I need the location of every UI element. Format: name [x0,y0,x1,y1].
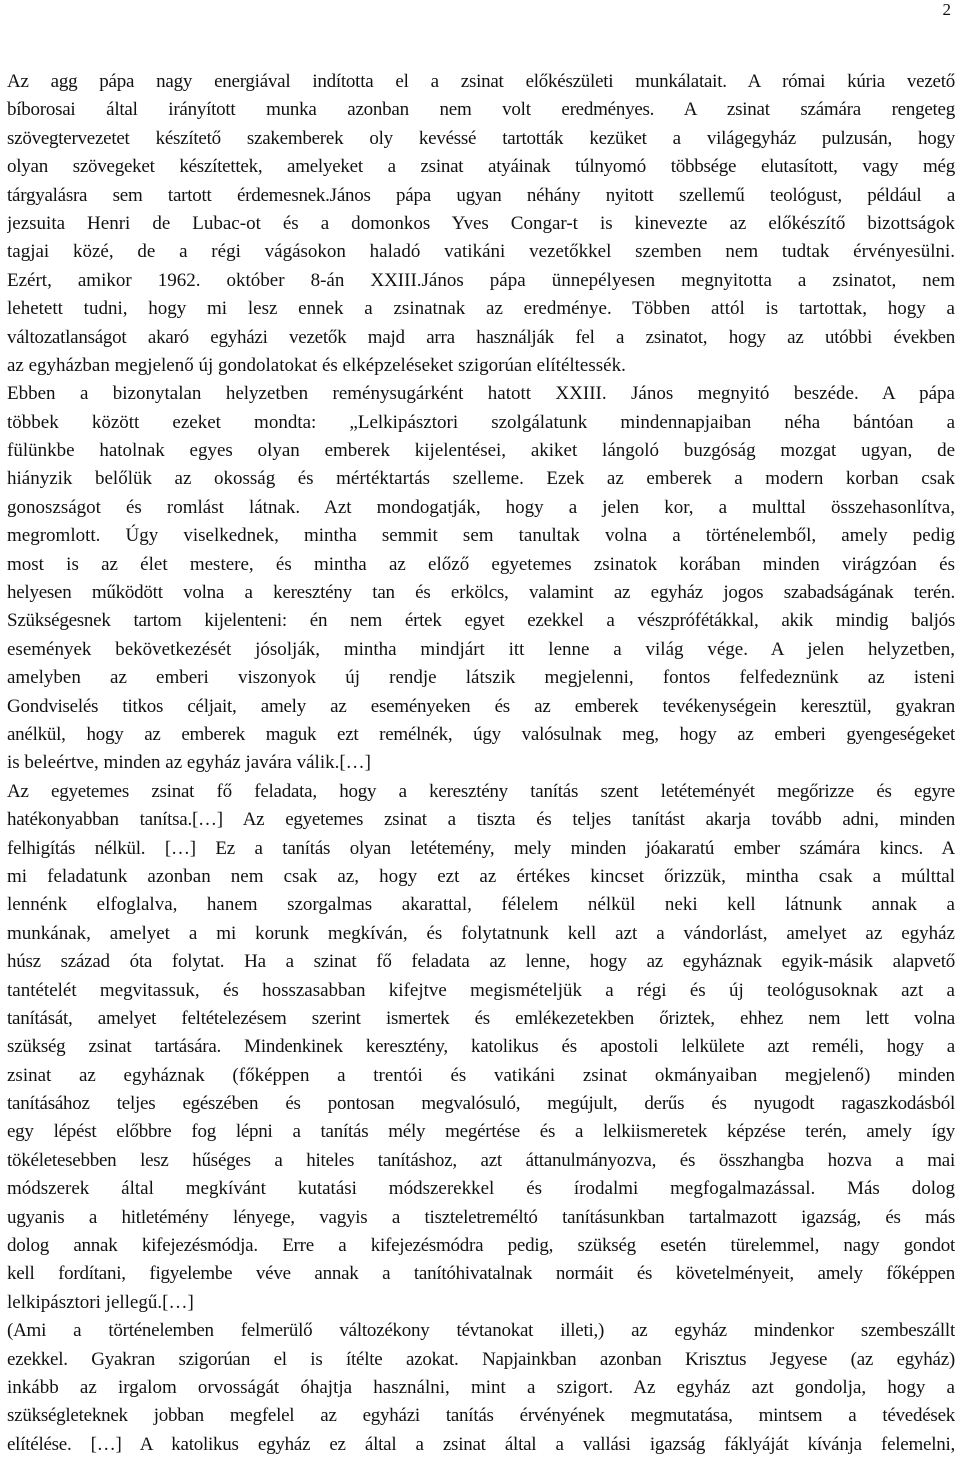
text-line: gonoszságot és romlást látnak. Azt mondogatják, hogy a jelen kor, a multtal összehasonlítva, [7,496,955,518]
text-line: olyan szövegeket készítettek, amelyeket a zsinat atyáinak túlnyomó többsége elutasított, vagy még [7,156,955,178]
text-line: tanítását, amelyet feltételezésem szerint ismertek és emlékezetekben őriztek, ehhez nem lett volna [7,1007,955,1029]
text-line: elítélése. […] A katolikus egyház ez által a zsinat által a vallási igazság fáklyáját kívánja felemelni, [7,1433,955,1455]
page-number: 2 [942,0,951,19]
text-line: anélkül, hogy az emberek maguk ezt remélnék, úgy valósulnak meg, hogy az emberi gyengeségeket [7,723,955,745]
text-line: hatékonyabban tanítsa.[…] Az egyetemes zsinat a tiszta és teljes tanítást akarja tovább adni, minden [7,809,955,831]
text-line: Gondviselés titkos céljait, amely az eseményeken és az emberek tevékenységein keresztül, gyakran [7,695,955,717]
text-line: dolog annak kifejezésmódja. Erre a kifejezésmódra pedig, szükség esetén türelemmel, nagy gondot [7,1235,955,1257]
text-line: is beleértve, minden az egyház javára válik.[…] [7,752,371,774]
text-line: zsinat az egyháznak (főképpen a trentói és vatikáni zsinat okmányaiban megjelenő) minden [7,1064,955,1086]
text-line: inkább az irgalom orvosságát óhajtja használni, mint a szigort. Az egyház azt gondolja, hogy a [7,1376,955,1398]
text-line: események bekövetkezését jósolják, mintha mindjárt itt lenne a világ vége. A jelen helyzetben, [7,638,955,660]
text-line: bíborosai által irányított munka azonban nem volt eredményes. A zsinat számára rengeteg [7,99,955,121]
text-line: amelyben az emberi viszonyok új rendje látszik megjelenni, fontos felfedeznünk az isteni [7,667,955,689]
text-line: munkának, amelyet a mi korunk megkíván, és folytatnunk kell azt a vándorlást, amelyet az egyház [7,922,955,944]
text-line: az egyházban megjelenő új gondolatokat és elképzeléseket szigorúan elítéltessék. [7,354,626,376]
text-line: szövegtervezetet készítető szakemberek oly kevéssé tartották kezüket a világegyház pulzusán, hogy [7,127,955,149]
text-line: fülünkbe hatolnak egyes olyan emberek kijelentései, akiket lángoló buzgóság mozgat ugyan, de [7,440,955,462]
text-line: lelkipásztori jellegű.[…] [7,1291,194,1313]
text-line: lennénk elfoglalva, hanem szorgalmas akarattal, félelem nélkül neki kell látnunk annak a [7,894,955,916]
text-line: szükség zsinat tartására. Mindenkinek keresztény, katolikus és apostoli lelkülete azt reméli, hogy a [7,1036,955,1058]
document-body [7,68,955,1459]
text-line: jezsuita Henri de Lubac-ot és a domonkos Yves Congar-t is kinevezte az előkészítő bizottságok [7,212,955,234]
text-line: kell fordítani, figyelembe véve annak a tanítóhivatalnak normáit és követelményeit, amely főképpen [7,1263,955,1285]
text-line: ezekkel. Gyakran szigorúan el is ítélte azokat. Napjainkban azonban Krisztus Jegyese (az egyház) [7,1348,955,1370]
text-line: hiányzik belőlük az okosság és mértéktartás szelleme. Ezek az emberek a modern korban csak [7,468,955,490]
text-line: helyesen működött volna a keresztény tan és erkölcs, valamint az egyház jogos szabadságának terén. [7,582,955,604]
text-line: felhigítás nélkül. […] Ez a tanítás olyan letétemény, mely minden jóakaratú ember számára kincs. A [7,837,955,859]
text-line: módszerek által megkívánt kutatási módszerekkel és írodalmi megfogalmazással. Más dolog [7,1178,955,1200]
text-line: szükségleteknek jobban megfelel az egyházi tanítás érvényének megmutatása, mintsem a tévedések [7,1405,955,1427]
text-line: húsz század óta folytat. Ha a szinat fő feladata az lenne, hogy az egyháznak egyik-másik alapvető [7,951,955,973]
text-line: (Ami a történelemben felmerülő változékony tévtanokat illeti,) az egyház mindenkor szembeszállt [7,1320,955,1342]
text-line: Az egyetemes zsinat fő feladata, hogy a keresztény tanítás szent letéteményét megőrizze és egyre [7,780,955,802]
text-line: mi feladatunk azonban nem csak az, hogy ezt az értékes kincset őrizzük, mintha csak a múlttal [7,865,955,887]
text-line: tantételét megvitassuk, és hosszasabban kifejtve megismételjük a régi és új teológusoknak azt a [7,979,955,1001]
text-line: Az agg pápa nagy energiával indította el a zsinat előkészületi munkálatait. A római kúria vezető [7,71,955,92]
text-line: lehetett tudni, hogy mi lesz ennek a zsinatnak az eredménye. Többen attól is tartottak, hogy a [7,298,955,320]
text-line: megromlott. Úgy viselkednek, mintha semmit sem tanultak volna a történelemből, amely pedig [7,525,955,547]
text-line: tanításához teljes egészében és pontosan megvalósuló, megújult, derűs és nyugodt ragaszkodásból [7,1093,955,1115]
text-line: ugyanis a hitletémény lényege, vagyis a tiszteletreméltó tanításunkban tartalmazott igazság, és más [7,1206,955,1228]
text-line: tagjai közé, de a régi vágásokon haladó vatikáni vezetőkkel szemben nem tudtak érvényesülni. [7,241,955,263]
text-line: Szükségesnek tartom kijelenteni: én nem értek egyet ezekkel a vészprófétákkal, akik mindig baljós [7,610,955,632]
text-line: Ebben a bizonytalan helyzetben reménysugárként hatott XXIII. János megnyitó beszéde. A pápa [7,383,955,405]
text-line: Ezért, amikor 1962. október 8-án XXIII.János pápa ünnepélyesen megnyitotta a zsinatot, nem [7,269,955,291]
text-line: tárgyalásra sem tartott érdemesnek.János pápa ugyan néhány nyitott szellemű teológust, például a [7,184,955,206]
text-line: változatlanságot akaró egyházi vezetők majd arra használják fel a zsinatot, hogy az utóbbi években [7,326,955,348]
text-line: egy lépést előbbre fog lépni a tanítás mély megértése és a lelkiismeretek képzése terén, amely így [7,1121,955,1143]
text-line: tökéletesebben lesz hűséges a hiteles tanításhoz, azt áttanulmányozva, és összhangba hozva a mai [7,1149,955,1171]
text-line: most is az élet mestere, és mintha az előző egyetemes zsinatok korában minden virágzóan és [7,553,955,575]
text-line: többek között ezeket mondta: „Lelkipásztori szolgálatunk mindennapjaiban néha bántóan a [7,411,955,433]
